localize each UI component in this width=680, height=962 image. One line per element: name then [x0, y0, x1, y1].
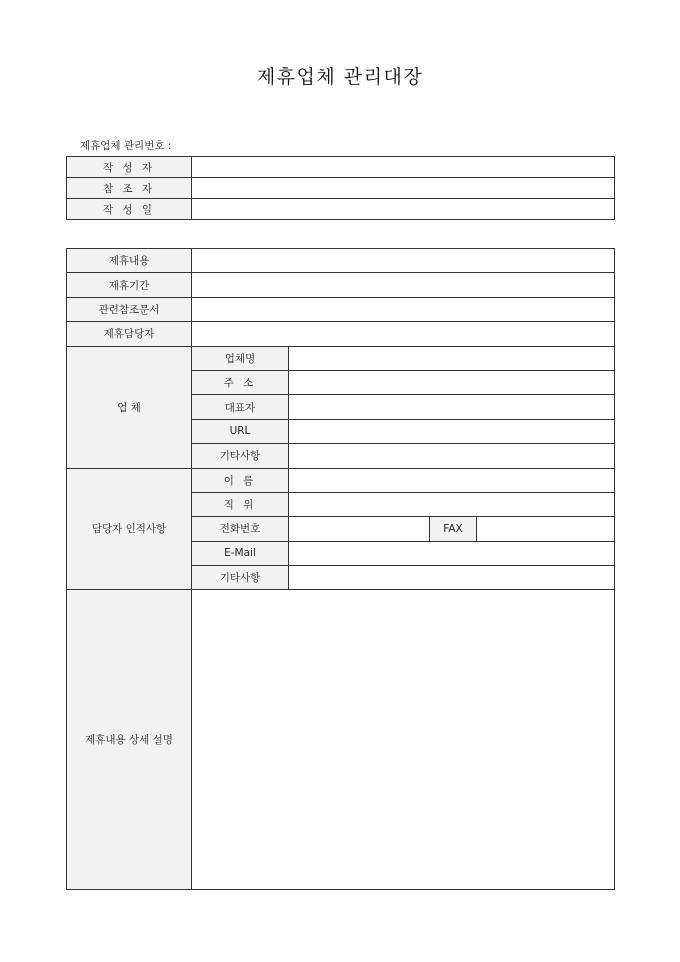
contact-email-field[interactable]: [289, 541, 615, 565]
contact-fax-label: FAX: [430, 517, 477, 541]
date-label: 작 성 일: [67, 199, 192, 220]
company-notes-label: 기타사항: [192, 444, 289, 468]
contact-name-label: 이 름: [192, 468, 289, 492]
reference-documents-field[interactable]: [192, 297, 615, 321]
table-row: [67, 157, 615, 178]
partnership-manager-label: 제휴담당자: [67, 322, 192, 346]
partnership-period-field[interactable]: [192, 273, 615, 297]
contact-email-label: E-Mail: [192, 541, 289, 565]
company-representative-label: 대표자: [192, 395, 289, 419]
table-row: [67, 249, 615, 273]
company-name-label: 업체명: [192, 346, 289, 370]
company-name-field[interactable]: [289, 346, 615, 370]
table-row: [67, 322, 615, 346]
contact-position-field[interactable]: [289, 492, 615, 516]
main-table: [66, 248, 615, 890]
registration-number-label: 제휴업체 관리번호 :: [80, 140, 172, 152]
partnership-content-field[interactable]: [192, 249, 615, 273]
company-url-label: URL: [192, 419, 289, 443]
detail-description-field[interactable]: [192, 590, 615, 890]
contact-name-field[interactable]: [289, 468, 615, 492]
date-field[interactable]: [192, 199, 615, 220]
table-row: [67, 468, 615, 492]
partnership-manager-field[interactable]: [192, 322, 615, 346]
author-field[interactable]: [192, 157, 615, 178]
company-representative-field[interactable]: [289, 395, 615, 419]
contact-fax-field[interactable]: [477, 517, 615, 541]
table-row: [67, 178, 615, 199]
contact-notes-label: 기타사항: [192, 566, 289, 590]
contact-position-label: 직 위: [192, 492, 289, 516]
reference-person-field[interactable]: [192, 178, 615, 199]
company-address-label: 주 소: [192, 370, 289, 394]
page-title: 제휴업체 관리대장: [256, 66, 424, 88]
table-row: [67, 199, 615, 220]
partnership-period-label: 제휴기간: [67, 273, 192, 297]
author-label: 작 성 자: [67, 157, 192, 178]
company-section-label: 업 체: [67, 346, 192, 468]
company-notes-field[interactable]: [289, 444, 615, 468]
contact-phone-label: 전화번호: [192, 517, 289, 541]
partnership-content-label: 제휴내용: [67, 249, 192, 273]
table-row: [67, 590, 615, 890]
company-url-field[interactable]: [289, 419, 615, 443]
contact-notes-field[interactable]: [289, 566, 615, 590]
table-row: [67, 273, 615, 297]
info-table: [66, 156, 615, 220]
detail-description-label: 제휴내용 상세 설명: [67, 590, 192, 890]
reference-documents-label: 관련참조문서: [67, 297, 192, 321]
table-row: [67, 346, 615, 370]
table-row: [67, 297, 615, 321]
company-address-field[interactable]: [289, 370, 615, 394]
contact-section-label: 담당자 인적사항: [67, 468, 192, 590]
contact-phone-field[interactable]: [289, 517, 430, 541]
reference-person-label: 참 조 자: [67, 178, 192, 199]
